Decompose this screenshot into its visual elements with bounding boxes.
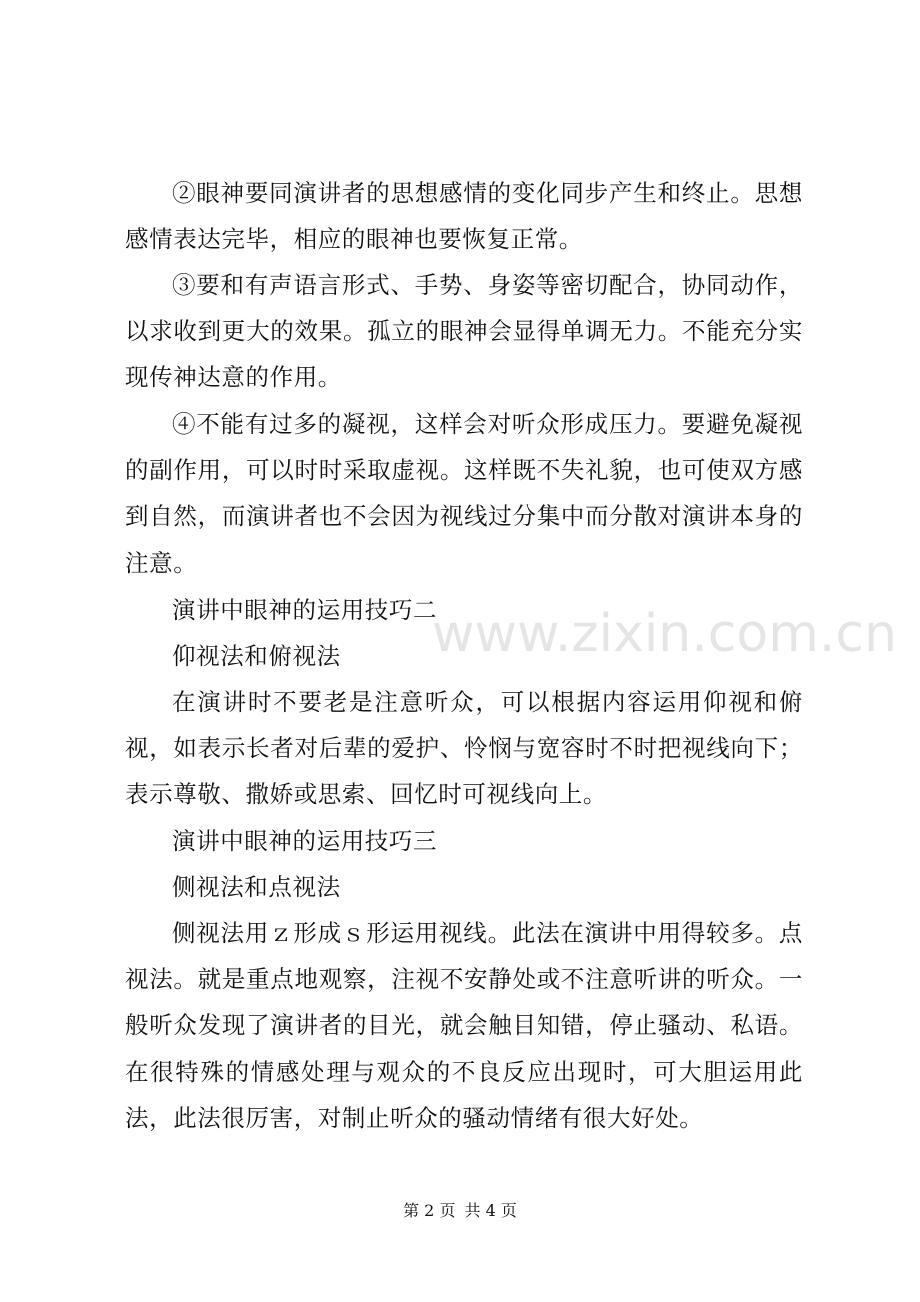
page-total: 共 4 页 [464, 1201, 517, 1220]
page-number: 第 2 页 [403, 1201, 456, 1220]
page-footer [0, 1198, 920, 1221]
subheading-look-up-down: 仰视法和俯视法 [172, 642, 341, 670]
paragraph-side-point-view: 侧视法用ｚ形成ｓ形运用视线。此法在演讲中用得较多。点视法。就是重点地观察，注视不安静处或不注意听讲的听众。一般听众发现了演讲者的目光，就会触目知错，停止骚动、私语。在很特殊的情感处理与观众的不良反应出现时，可大胆运用此法，此法很厉害，对制止听众的骚动情绪有很大好处。 [125, 919, 803, 1132]
paragraph-coordinate-gestures: ③要和有声语言形式、手势、身姿等密切配合，协同动作，以求收到更大的效果。孤立的眼神会显得单调无力。不能充分实现传神达意的作用。 [125, 271, 803, 392]
paragraph-eye-sync: ②眼神要同演讲者的思想感情的变化同步产生和终止。思想感情表达完毕，相应的眼神也要恢复正常。 [125, 179, 803, 254]
section-heading-technique-two: 演讲中眼神的运用技巧二 [172, 596, 438, 624]
watermark: www.zixin.com.cn [432, 604, 897, 664]
paragraph-avoid-staring: ④不能有过多的凝视，这样会对听众形成压力。要避免凝视的副作用，可以时时采取虚视。这样既不失礼貌，也可使双方感到自然，而演讲者也不会因为视线过分集中而分散对演讲本身的注意。 [125, 410, 803, 577]
subheading-side-point-view: 侧视法和点视法 [172, 873, 341, 901]
paragraph-look-up-down: 在演讲时不要老是注意听众，可以根据内容运用仰视和俯视，如表示长者对后辈的爱护、怜悯与宽容时不时把视线向下；表示尊敬、撒娇或思索、回忆时可视线向上。 [125, 688, 803, 809]
section-heading-technique-three: 演讲中眼神的运用技巧三 [172, 827, 438, 855]
